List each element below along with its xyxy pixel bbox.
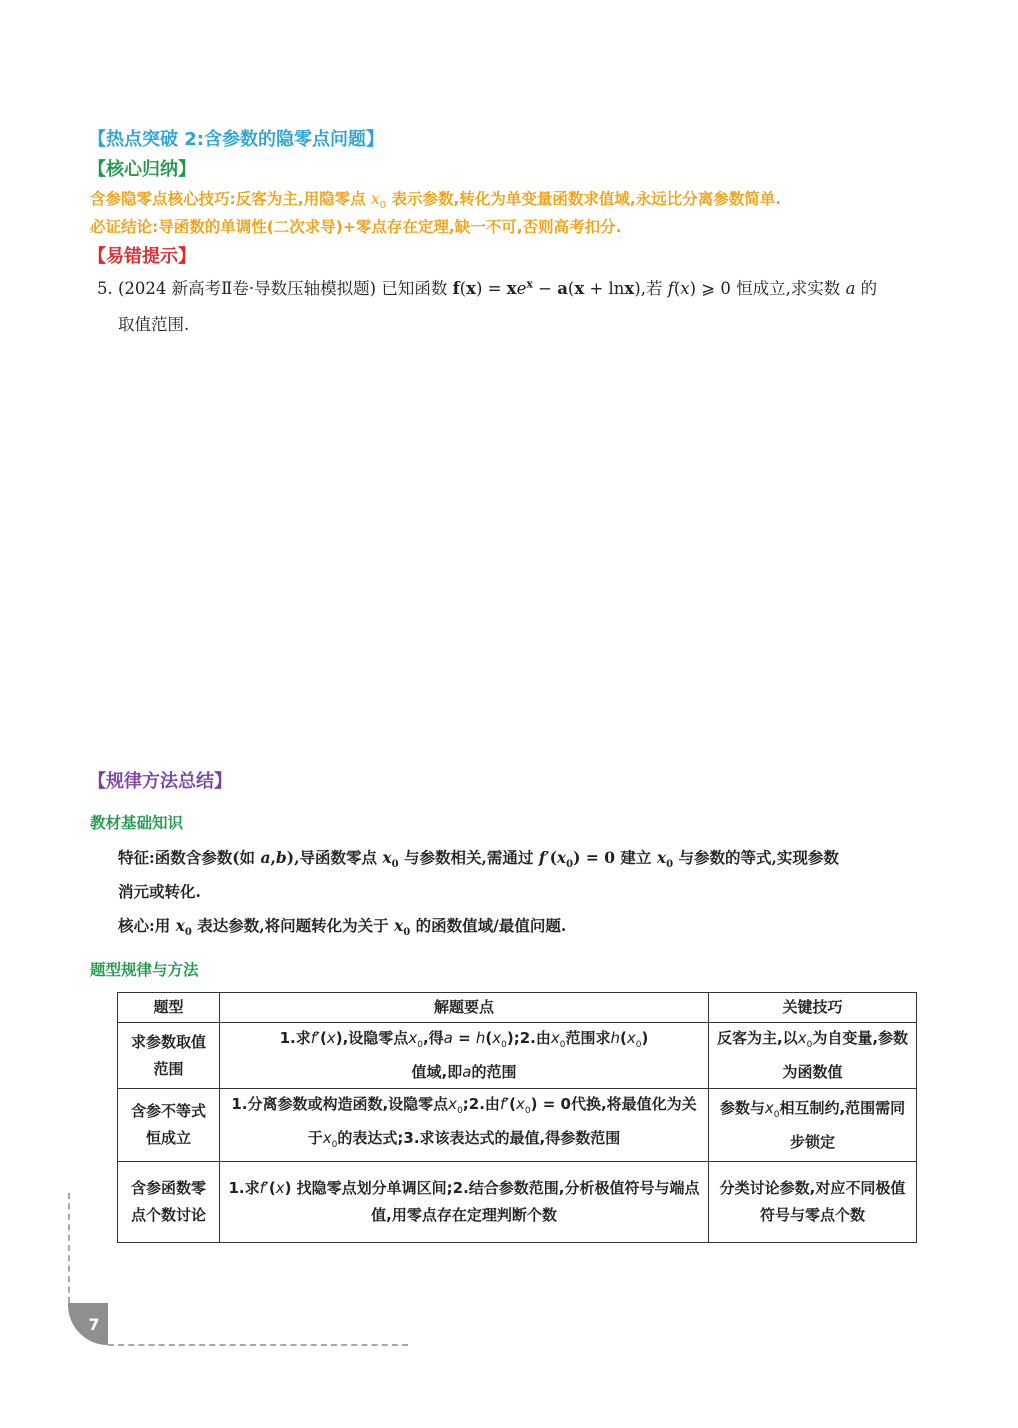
table-row: [118, 1162, 917, 1243]
table-row: [118, 1023, 917, 1089]
page-number: 7: [88, 1314, 100, 1334]
row-skill: 反客为主,以$x_0$为自变量,参数为函数值: [709, 1023, 917, 1089]
feature-line-2: 消元或转化.: [118, 882, 201, 901]
core-line-1: 含参隐零点核心技巧:反客为主,用隐零点 $x_0$ 表示参数,转化为单变量函数求值域,永远比分离参数简单.: [90, 190, 782, 212]
row-points: 1.求f′(x),设隐零点$x_0$,得$a = h(x_0);2$.由$x_0$范围求$h(x_0)$ 值域,即a的范围: [220, 1023, 709, 1089]
problem-line-1: 5. (2024 新高考Ⅱ卷·导数压轴模拟题) 已知函数 $f(x) = xe^x - a(x + \ln x)$,若 f(x) ⩾ 0 恒成立,求实数 a 的: [97, 277, 878, 298]
row-type: 含参函数零点个数讨论: [118, 1162, 220, 1243]
row-type: 求参数取值范围: [118, 1023, 220, 1089]
header-skills: 关键技巧: [709, 993, 917, 1023]
core-knowledge-line: 核心:用 $x_0$ 表达参数,将问题转化为关于 $x_0$ 的函数值域/最值问题.: [118, 916, 567, 939]
row-skill: 参数与$x_0$相互制约,范围需同步锁定: [709, 1089, 917, 1162]
knowledge-subheading: 教材基础知识: [90, 814, 184, 832]
page-number-tab: [68, 1303, 108, 1345]
feature-line-1: 特征:函数含参数(如 a,b),导函数零点 $x_0$ 与参数相关,需通过 $f'(x_0) = 0$ 建立 $x_0$ 与参数的等式,实现参数: [118, 848, 839, 871]
row-skill: 分类讨论参数,对应不同极值符号与零点个数: [709, 1162, 917, 1243]
methods-table: [117, 992, 917, 1243]
row-type: 含参不等式恒成立: [118, 1089, 220, 1162]
summary-heading: 【规律方法总结】: [88, 771, 232, 792]
page-dashed-border-horizontal: [108, 1344, 408, 1346]
core-heading: 【核心归纳】: [88, 159, 196, 180]
page-dashed-border-vertical: [68, 1193, 70, 1303]
hotspot-heading: 【热点突破 2:含参数的隐零点问题】: [88, 129, 384, 150]
table-header-row: [118, 993, 917, 1023]
header-type: 题型: [118, 993, 220, 1023]
error-tip-heading: 【易错提示】: [88, 246, 196, 267]
core-line-2: 必证结论:导函数的单调性(二次求导)+零点存在定理,缺一不可,否则高考扣分.: [90, 218, 622, 236]
table-row: [118, 1089, 917, 1162]
methods-subheading: 题型规律与方法: [90, 961, 199, 979]
row-points: 1.求f′(x) 找隐零点划分单调区间;2.结合参数范围,分析极值符号与端点值,用零点存在定理判断个数: [220, 1162, 709, 1243]
row-points: 1.分离参数或构造函数,设隐零点$x_0;2$.由$f'(x_0) = 0$代换,将最值化为关于$x_0$的表达式;3.求该表达式的最值,得参数范围: [220, 1089, 709, 1162]
problem-line-2: 取值范围.: [118, 315, 190, 334]
header-points: 解题要点: [220, 993, 709, 1023]
